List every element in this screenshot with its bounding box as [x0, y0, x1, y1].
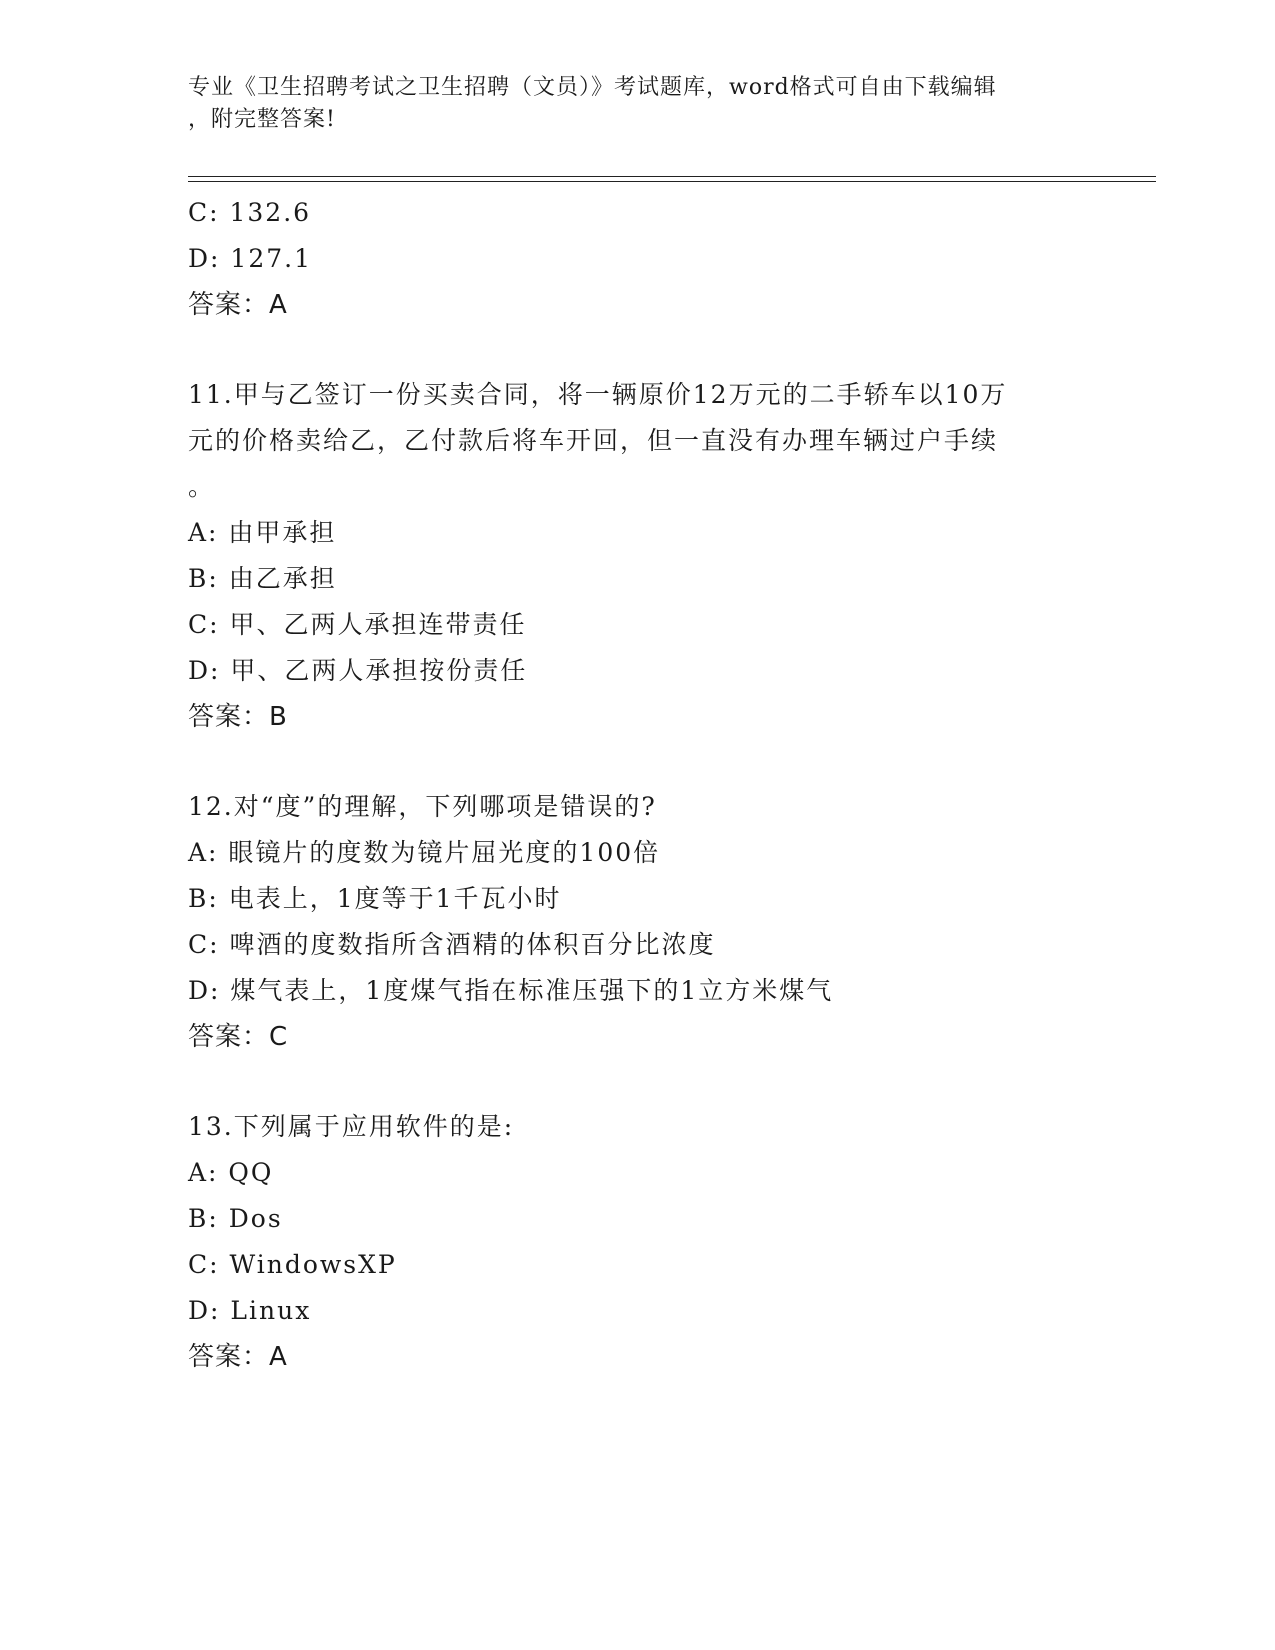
question-stem: 12.对“度”的理解，下列哪项是错误的?	[188, 792, 657, 821]
option-d: D: Linux	[188, 1296, 312, 1325]
header-divider-top	[188, 176, 1156, 177]
option-c: C: 132.6	[188, 198, 312, 227]
answer-label: 答案：A	[188, 1342, 288, 1372]
header-line-1: 专业《卫生招聘考试之卫生招聘（文员）》考试题库，word格式可自由下载编辑	[188, 75, 997, 100]
answer-label: 答案：A	[188, 290, 288, 320]
question-stem-line: 。	[188, 472, 216, 501]
option-c: C: 啤酒的度数指所含酒精的体积百分比浓度	[188, 930, 716, 959]
spacer	[188, 740, 1088, 784]
answer-label: 答案：C	[188, 1022, 289, 1052]
question-13	[188, 1104, 1088, 1380]
question-stem: 13.下列属于应用软件的是:	[188, 1112, 515, 1141]
question-stem-line: 元的价格卖给乙，乙付款后将车开回，但一直没有办理车辆过户手续	[188, 426, 999, 455]
question-11	[188, 372, 1088, 740]
option-b: B: Dos	[188, 1204, 283, 1233]
spacer	[188, 328, 1088, 372]
document-header	[188, 72, 1088, 136]
option-d: D: 煤气表上，1度煤气指在标准压强下的1立方米煤气	[188, 976, 834, 1005]
option-c: C: WindowsXP	[188, 1250, 397, 1279]
option-d: D: 甲、乙两人承担按份责任	[188, 656, 528, 685]
question-content	[188, 190, 1088, 1380]
option-a: A: 眼镜片的度数为镜片屈光度的100倍	[188, 838, 661, 867]
option-b: B: 电表上，1度等于1千瓦小时	[188, 884, 562, 913]
option-a: A: 由甲承担	[188, 518, 337, 547]
option-c: C: 甲、乙两人承担连带责任	[188, 610, 527, 639]
answer-label: 答案：B	[188, 702, 288, 732]
spacer	[188, 1060, 1088, 1104]
option-a: A: QQ	[188, 1158, 274, 1187]
header-divider-bottom	[188, 181, 1156, 182]
previous-question-tail	[188, 190, 1088, 328]
question-stem-line: 11.甲与乙签订一份买卖合同，将一辆原价12万元的二手轿车以10万	[188, 380, 1008, 409]
header-line-2: ，附完整答案!	[188, 107, 336, 132]
option-b: B: 由乙承担	[188, 564, 337, 593]
option-d: D: 127.1	[188, 244, 312, 273]
question-12	[188, 784, 1088, 1060]
